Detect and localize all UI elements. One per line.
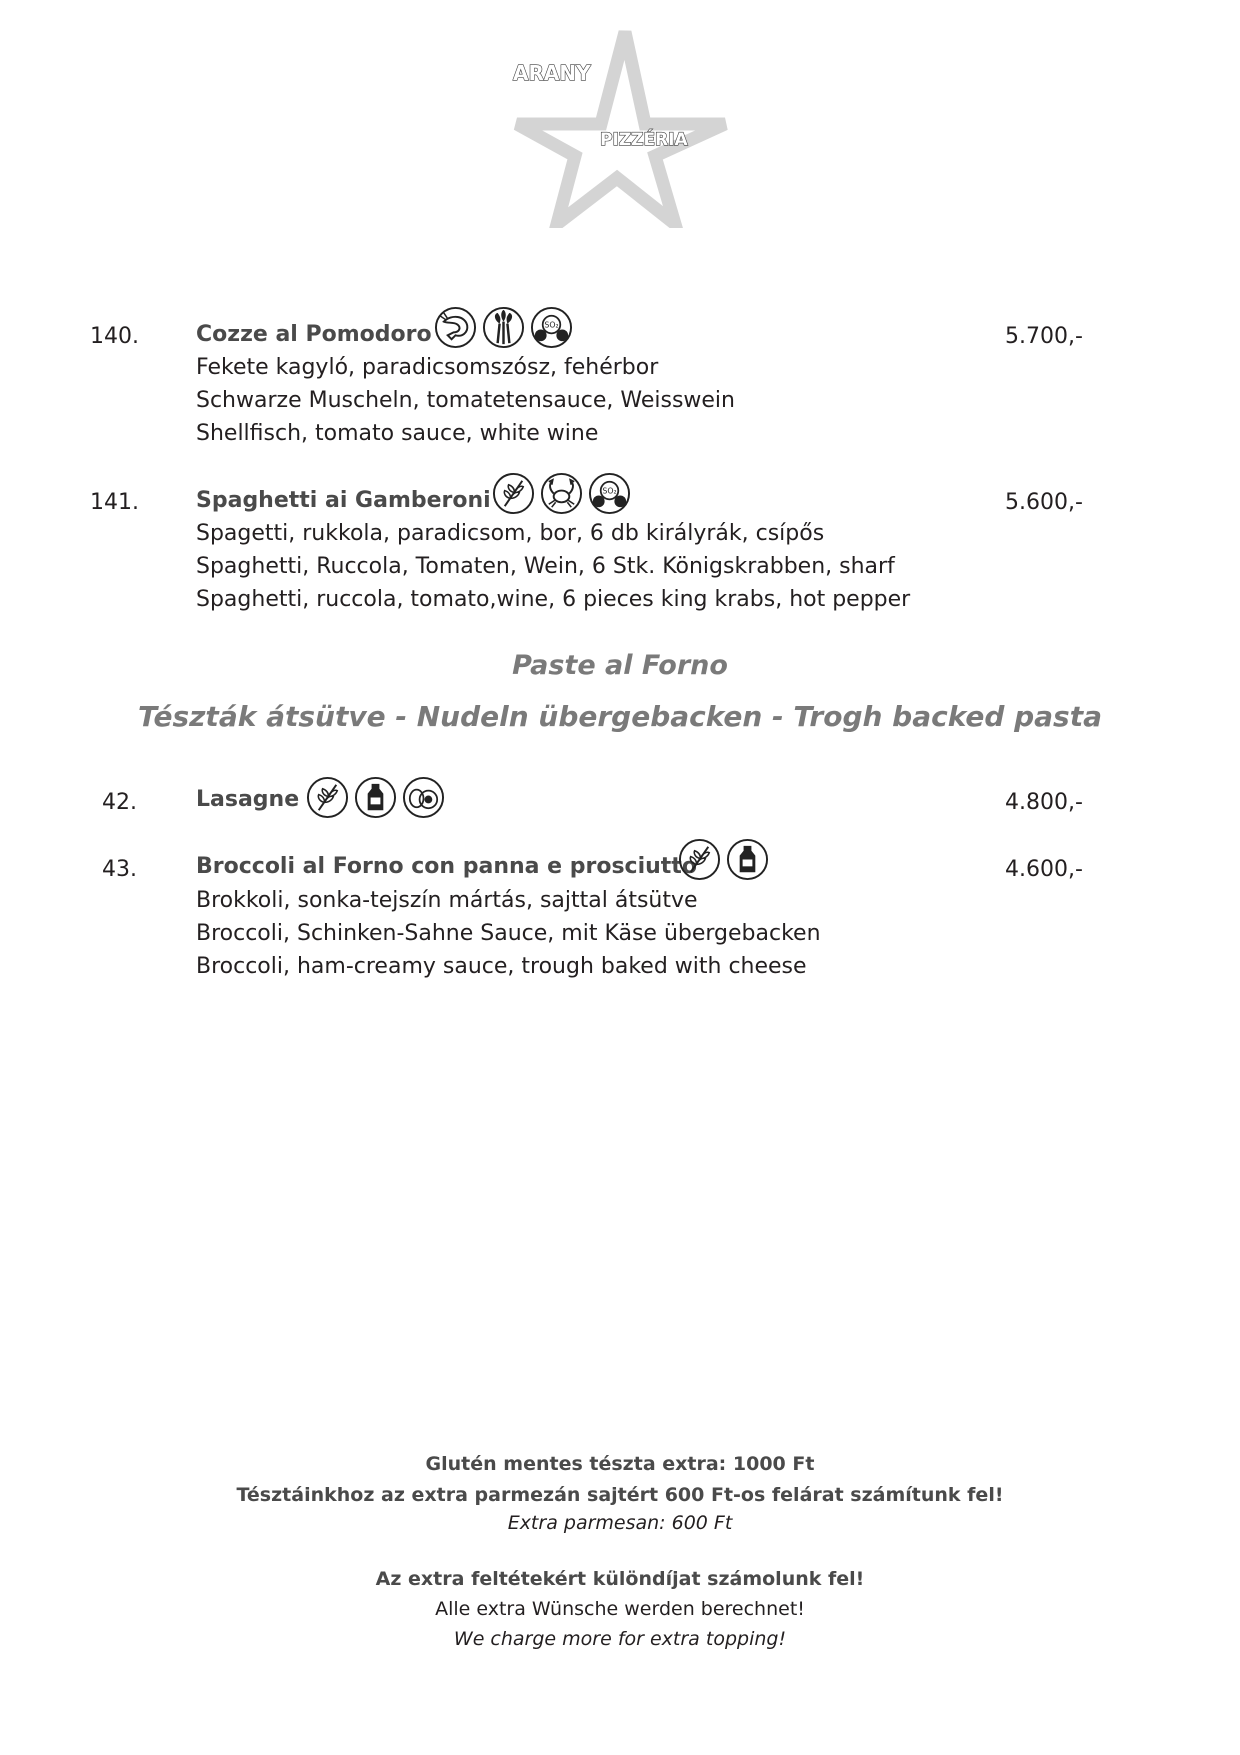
item-desc-en: Broccoli, ham-creamy sauce, trough baked with cheese <box>196 954 807 979</box>
egg-allergen-icon <box>402 776 445 819</box>
extra-topping-note-de: Alle extra Wünsche werden berechnet! <box>435 1598 805 1620</box>
item-price: 4.600,- <box>1005 857 1083 882</box>
item-desc-de: Schwarze Muscheln, tomatetensauce, Weisswein <box>196 388 735 413</box>
sulphite-allergen-icon <box>530 306 573 349</box>
svg-text:SO₂: SO₂ <box>602 486 617 496</box>
milk-allergen-icon <box>354 776 397 819</box>
item-desc-de: Broccoli, Schinken-Sahne Sauce, mit Käse übergebacken <box>196 921 821 946</box>
allergen-icons <box>492 472 631 515</box>
item-desc-de: Spaghetti, Ruccola, Tomaten, Wein, 6 Stk. Königskrabben, sharf <box>196 554 895 579</box>
item-desc-hu: Fekete kagyló, paradicsomszósz, fehérbor <box>196 355 659 380</box>
parmesan-note-hu: Tésztáinkhoz az extra parmezán sajtért 600 Ft-os felárat számítunk fel! <box>236 1484 1004 1506</box>
wheat-gluten-icon <box>678 838 721 881</box>
svg-text:SO₂: SO₂ <box>544 320 559 330</box>
wheat-gluten-icon <box>306 776 349 819</box>
celery-allergen-icon <box>482 306 525 349</box>
logo-word-bottom: PIZZÉRIA <box>600 130 688 150</box>
item-number: 43. <box>102 857 137 882</box>
item-desc-en: Spaghetti, ruccola, tomato,wine, 6 pieces king krabs, hot pepper <box>196 587 911 612</box>
item-name: Lasagne <box>196 787 300 812</box>
crab-allergen-icon <box>540 472 583 515</box>
item-desc-hu: Spagetti, rukkola, paradicsom, bor, 6 db királyrák, csípős <box>196 521 825 546</box>
parmesan-note-en: Extra parmesan: 600 Ft <box>507 1512 733 1534</box>
item-price: 4.800,- <box>1005 790 1083 815</box>
gluten-free-note: Glutén mentes tészta extra: 1000 Ft <box>425 1453 815 1475</box>
item-name: Broccoli al Forno con panna e prosciutto <box>196 854 697 879</box>
item-desc-hu: Brokkoli, sonka-tejszín mártás, sajttal átsütve <box>196 888 698 913</box>
item-number: 140. <box>90 324 139 349</box>
extra-topping-note-en: We charge more for extra topping! <box>453 1628 787 1650</box>
logo-word-top: ARANY <box>513 61 591 85</box>
item-name: Cozze al Pomodoro <box>196 322 432 347</box>
extra-topping-note-hu: Az extra feltétekért különdíjat számolunk fel! <box>375 1568 865 1590</box>
section-subtitle: Tészták átsütve - Nudeln übergebacken - Trogh backed pasta <box>137 700 1103 733</box>
allergen-icons <box>306 776 445 819</box>
milk-allergen-icon <box>726 838 769 881</box>
star-logo-icon <box>505 28 730 228</box>
item-number: 141. <box>90 490 139 515</box>
allergen-icons <box>434 306 573 349</box>
shrimp-allergen-icon <box>434 306 477 349</box>
item-price: 5.700,- <box>1005 324 1083 349</box>
sulphite-allergen-icon <box>588 472 631 515</box>
section-title: Paste al Forno <box>512 650 728 681</box>
item-desc-en: Shellfisch, tomato sauce, white wine <box>196 421 599 446</box>
arany-pizzeria-logo <box>505 28 730 228</box>
item-name: Spaghetti ai Gamberoni <box>196 488 491 513</box>
wheat-gluten-icon <box>492 472 535 515</box>
allergen-icons <box>678 838 769 881</box>
item-number: 42. <box>102 790 137 815</box>
item-price: 5.600,- <box>1005 490 1083 515</box>
